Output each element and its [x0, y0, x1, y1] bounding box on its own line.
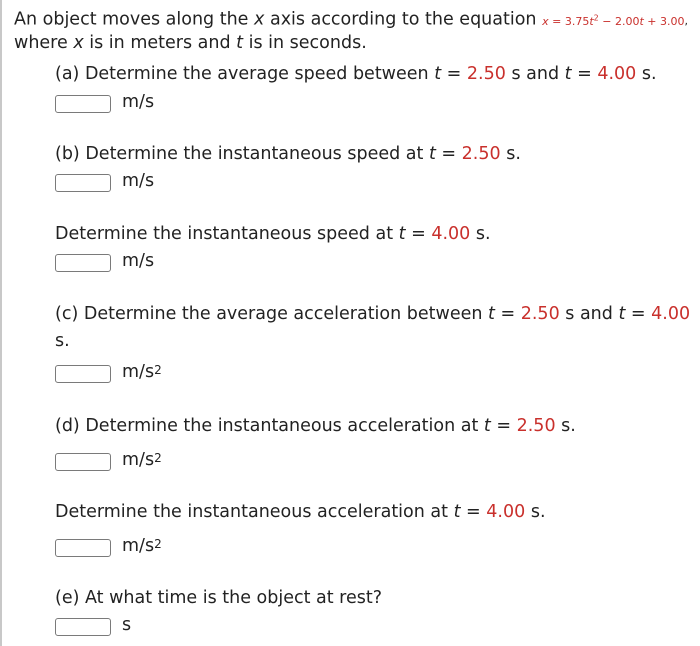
question-d2: Determine the instantaneous acceleration at t = 4.00 s. — [55, 502, 546, 522]
question-a: (a) Determine the average speed between t = 2.50 s and t = 4.00 s. — [55, 64, 657, 84]
question-b: (b) Determine the instantaneous speed at t = 2.50 s. — [55, 144, 521, 164]
unit-label-b2: m/s — [122, 251, 155, 271]
answer-input-c[interactable] — [55, 365, 111, 383]
question-b2: Determine the instantaneous speed at t = 4.00 s. — [55, 224, 491, 244]
intro-line-2: where x is in meters and t is in seconds. — [14, 33, 367, 53]
unit-label-d: $m/s^2$ — [122, 450, 162, 470]
question-d: (d) Determine the instantaneous acceleration at t = 2.50 s. — [55, 416, 576, 436]
equation: $x = 3.75t^2 - 2.00t + 3.00$ — [542, 13, 685, 28]
unit-label-a: m/s — [122, 92, 155, 112]
answer-input-b[interactable] — [55, 174, 111, 192]
answer-input-b2[interactable] — [55, 254, 111, 272]
intro-line-1: An object moves along the x axis according to the equation $x = 3.75t^2 - 2.00t + 3.00$, — [14, 9, 689, 30]
var-x: x — [254, 9, 265, 30]
unit-label-c: $m/s^2$ — [122, 362, 162, 382]
question-c-line-2: s. — [55, 331, 70, 351]
answer-input-d2[interactable] — [55, 539, 111, 557]
intro-text: An object moves along the — [14, 9, 249, 30]
unit-label-d2: $m/s^2$ — [122, 536, 162, 556]
intro-text-b: axis according to the equation — [269, 9, 537, 30]
unit-label-e: s — [122, 615, 132, 635]
question-c-line-1: (c) Determine the average acceleration between t = 2.50 s and t = 4.00 — [55, 304, 691, 324]
answer-input-e[interactable] — [55, 618, 111, 636]
answer-input-d[interactable] — [55, 453, 111, 471]
answer-input-a[interactable] — [55, 95, 111, 113]
unit-label-b: m/s — [122, 171, 155, 191]
question-e: (e) At what time is the object at rest? — [55, 588, 383, 608]
left-border — [0, 0, 2, 646]
